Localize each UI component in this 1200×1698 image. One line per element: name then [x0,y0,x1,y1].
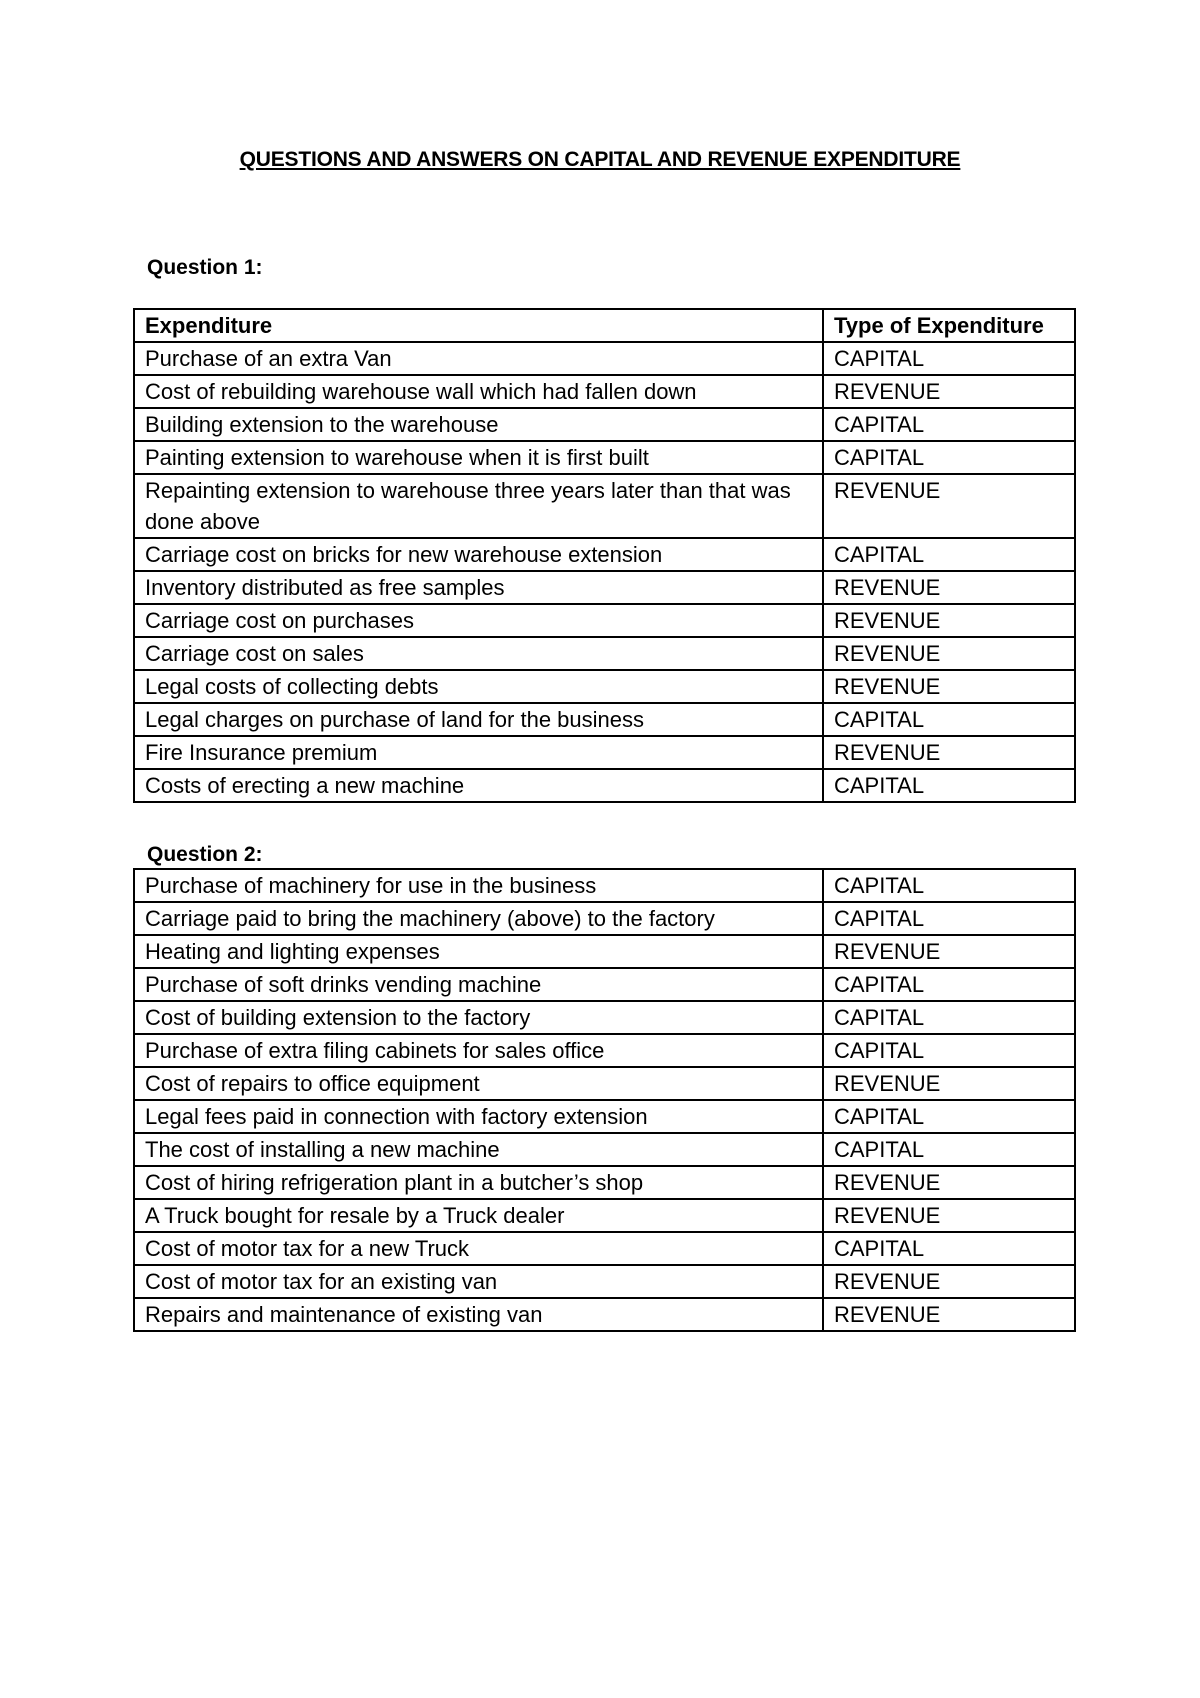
type-cell: CAPITAL [823,1133,1075,1166]
table-row [134,703,1075,736]
table-row [134,408,1075,441]
table-row [134,1133,1075,1166]
type-cell: REVENUE [823,637,1075,670]
expenditure-cell: Cost of motor tax for an existing van [134,1265,823,1298]
expenditure-cell: Cost of motor tax for a new Truck [134,1232,823,1265]
table-row [134,670,1075,703]
table-row [134,604,1075,637]
type-cell: CAPITAL [823,1034,1075,1067]
type-cell: REVENUE [823,375,1075,408]
table-row [134,1067,1075,1100]
table-row [134,769,1075,802]
type-cell: REVENUE [823,670,1075,703]
expenditure-cell: Legal charges on purchase of land for the business [134,703,823,736]
table-row [134,342,1075,375]
expenditure-cell: Cost of building extension to the factory [134,1001,823,1034]
type-cell: REVENUE [823,1298,1075,1331]
expenditure-cell: Purchase of an extra Van [134,342,823,375]
table-row [134,1100,1075,1133]
table-row [134,968,1075,1001]
table-row [134,1265,1075,1298]
question-1-heading: Question 1: [147,256,263,279]
table-row [134,1001,1075,1034]
expenditure-cell: Carriage cost on purchases [134,604,823,637]
type-cell: REVENUE [823,1199,1075,1232]
page-title: QUESTIONS AND ANSWERS ON CAPITAL AND REVENUE EXPENDITURE [239,148,961,171]
question-2-table [133,868,1076,1332]
expenditure-cell: Heating and lighting expenses [134,935,823,968]
expenditure-cell: Cost of hiring refrigeration plant in a butcher’s shop [134,1166,823,1199]
table-row [134,1232,1075,1265]
table-row [134,1199,1075,1232]
table-row [134,736,1075,769]
expenditure-cell: Repainting extension to warehouse three years later than that was done above [134,474,823,538]
type-cell: CAPITAL [823,703,1075,736]
type-cell: CAPITAL [823,408,1075,441]
type-cell: CAPITAL [823,968,1075,1001]
expenditure-cell: Legal fees paid in connection with factory extension [134,1100,823,1133]
type-cell: CAPITAL [823,1100,1075,1133]
type-cell: CAPITAL [823,1001,1075,1034]
table-row [134,935,1075,968]
expenditure-cell: Building extension to the warehouse [134,408,823,441]
type-cell: CAPITAL [823,1232,1075,1265]
question-2-heading: Question 2: [147,843,263,866]
table-row [134,538,1075,571]
expenditure-cell: Fire Insurance premium [134,736,823,769]
question-1-table [133,308,1076,803]
expenditure-cell: Purchase of soft drinks vending machine [134,968,823,1001]
expenditure-cell: Repairs and maintenance of existing van [134,1298,823,1331]
expenditure-cell: Legal costs of collecting debts [134,670,823,703]
expenditure-cell: Costs of erecting a new machine [134,769,823,802]
table-header-row [134,309,1075,342]
type-column-header: Type of Expenditure [823,309,1075,342]
type-cell: REVENUE [823,474,1075,538]
expenditure-column-header: Expenditure [134,309,823,342]
table-row [134,441,1075,474]
table-row [134,474,1075,538]
type-cell: REVENUE [823,604,1075,637]
expenditure-cell: Carriage cost on bricks for new warehouse extension [134,538,823,571]
type-cell: CAPITAL [823,538,1075,571]
expenditure-cell: Purchase of extra filing cabinets for sales office [134,1034,823,1067]
table-row [134,571,1075,604]
table-row [134,869,1075,902]
expenditure-cell: Purchase of machinery for use in the business [134,869,823,902]
table-row [134,1166,1075,1199]
expenditure-cell: Carriage cost on sales [134,637,823,670]
table-row [134,902,1075,935]
type-cell: REVENUE [823,736,1075,769]
type-cell: CAPITAL [823,902,1075,935]
type-cell: CAPITAL [823,342,1075,375]
type-cell: CAPITAL [823,441,1075,474]
table-row [134,375,1075,408]
type-cell: REVENUE [823,935,1075,968]
type-cell: REVENUE [823,571,1075,604]
table-row [134,637,1075,670]
table-row [134,1298,1075,1331]
type-cell: CAPITAL [823,869,1075,902]
type-cell: REVENUE [823,1166,1075,1199]
expenditure-cell: Carriage paid to bring the machinery (above) to the factory [134,902,823,935]
type-cell: CAPITAL [823,769,1075,802]
expenditure-cell: Cost of repairs to office equipment [134,1067,823,1100]
type-cell: REVENUE [823,1067,1075,1100]
table-row [134,1034,1075,1067]
expenditure-cell: Inventory distributed as free samples [134,571,823,604]
type-cell: REVENUE [823,1265,1075,1298]
expenditure-cell: Painting extension to warehouse when it is first built [134,441,823,474]
expenditure-cell: Cost of rebuilding warehouse wall which had fallen down [134,375,823,408]
expenditure-cell: A Truck bought for resale by a Truck dealer [134,1199,823,1232]
expenditure-cell: The cost of installing a new machine [134,1133,823,1166]
